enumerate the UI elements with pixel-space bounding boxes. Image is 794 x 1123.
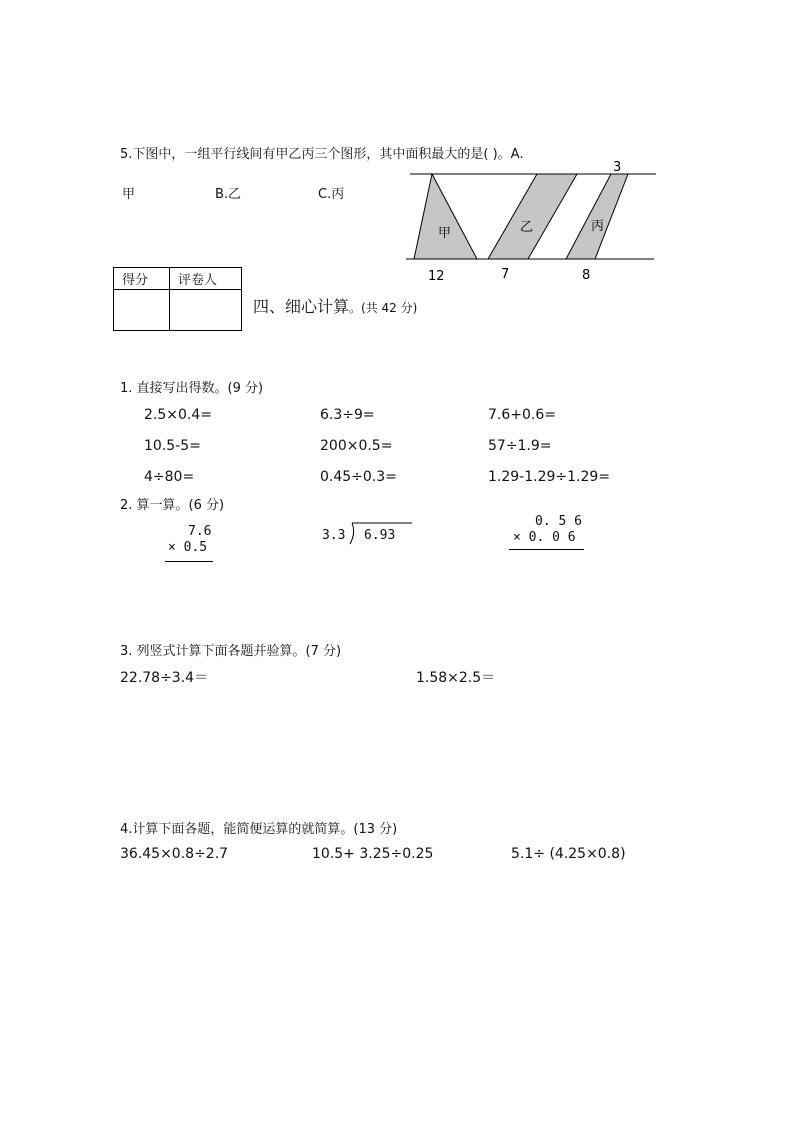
section-suffix: 。(共 42 分) xyxy=(349,301,418,315)
div-divisor: 3.3 xyxy=(322,528,346,543)
q4-item: 10.5+ 3.25÷0.25 xyxy=(312,846,434,862)
label-top-3: 3 xyxy=(613,160,622,175)
grader-header: 评卷人 xyxy=(170,268,242,290)
q1-item: 200×0.5= xyxy=(320,438,393,454)
score-header: 得分 xyxy=(114,268,170,290)
label-yi: 乙 xyxy=(520,220,534,235)
div-dividend: 6.93 xyxy=(364,528,396,543)
parallel-lines-figure xyxy=(400,158,670,288)
mul1-top: 7.6 xyxy=(188,524,212,539)
q4-item: 5.1÷ (4.25×0.8) xyxy=(511,846,626,862)
shape-bing-trapezoid xyxy=(566,174,628,259)
q1-item: 4÷80= xyxy=(144,469,195,485)
section-title: 四、细心计算 xyxy=(253,297,350,316)
mul1-bottom: × 0.5 xyxy=(168,540,208,555)
shape-yi-parallelogram xyxy=(488,174,577,259)
q4-title: 4.计算下面各题，能简便运算的就简算。(13 分) xyxy=(120,822,398,837)
label-jia: 甲 xyxy=(438,226,452,241)
q1-item: 57÷1.9= xyxy=(488,438,552,454)
q5-option-c: C.丙 xyxy=(318,187,345,202)
label-bottom-12: 12 xyxy=(428,269,445,284)
q1-item: 0.45÷0.3= xyxy=(320,469,397,485)
q4-item: 36.45×0.8÷2.7 xyxy=(120,846,229,862)
mul2-rule xyxy=(509,549,584,550)
q3-title: 3. 列竖式计算下面各题并验算。(7 分) xyxy=(120,644,342,659)
q3-item: 22.78÷3.4＝ xyxy=(120,670,209,686)
grader-cell[interactable] xyxy=(170,290,242,331)
shape-jia-triangle xyxy=(414,174,477,259)
score-table xyxy=(113,267,242,331)
q5-question: 5.下图中，一组平行线间有甲乙丙三个图形，其中面积最大的是( )。A. xyxy=(120,147,524,162)
score-cell[interactable] xyxy=(114,290,170,331)
label-bottom-7: 7 xyxy=(501,267,510,282)
q1-item: 6.3÷9= xyxy=(320,407,375,423)
q1-title: 1. 直接写出得数。(9 分) xyxy=(120,381,264,396)
q1-item: 7.6+0.6= xyxy=(488,407,556,423)
label-bottom-8: 8 xyxy=(582,268,591,283)
section-heading xyxy=(253,294,417,317)
q5-option-b: B.乙 xyxy=(215,187,242,202)
mul2-bottom: × 0. 0 6 xyxy=(513,530,576,545)
q1-item: 2.5×0.4= xyxy=(144,407,212,423)
q5-option-a: 甲 xyxy=(122,187,136,202)
q1-item: 10.5-5= xyxy=(144,438,201,454)
q1-item: 1.29-1.29÷1.29= xyxy=(488,469,611,485)
q2-title: 2. 算一算。(6 分) xyxy=(120,498,225,513)
mul2-top: 0. 5 6 xyxy=(535,514,582,529)
label-bing: 丙 xyxy=(591,219,605,234)
q3-item: 1.58×2.5＝ xyxy=(416,670,496,686)
mul1-rule xyxy=(165,561,213,562)
